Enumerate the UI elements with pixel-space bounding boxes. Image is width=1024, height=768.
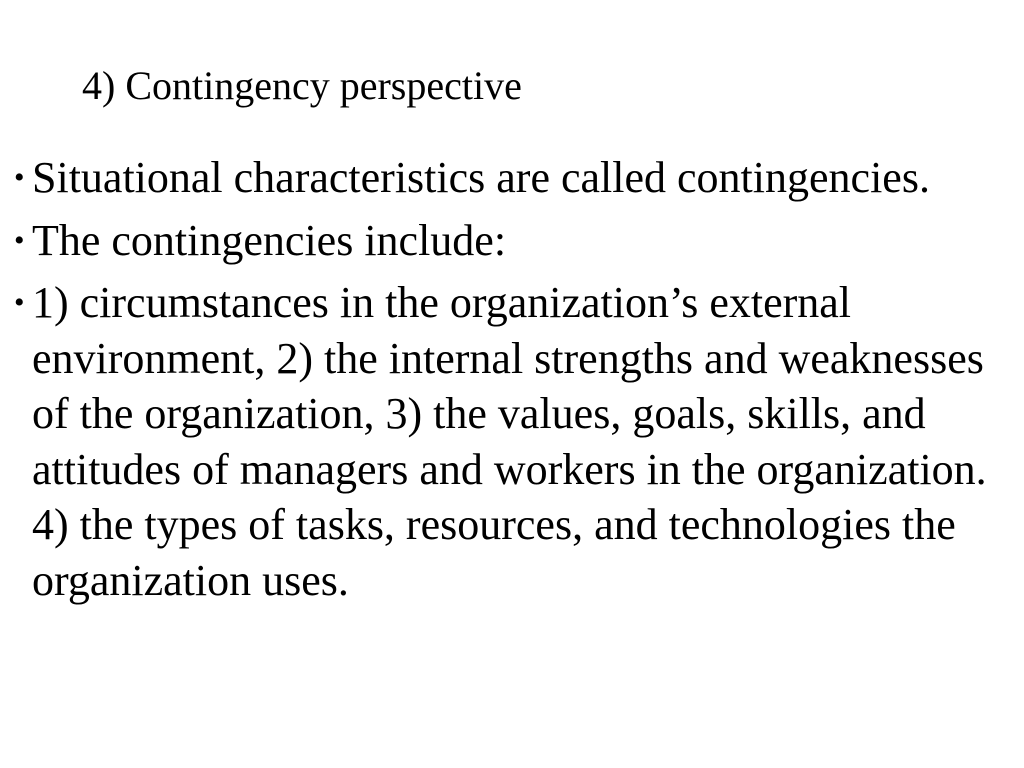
bullet-list [14, 150, 1004, 615]
bullet-icon: • [14, 223, 25, 257]
bullet-item [14, 275, 1004, 608]
bullet-text: The contingencies include: [32, 215, 507, 265]
bullet-item [14, 150, 1004, 206]
slide-title: 4) Contingency perspective [82, 63, 522, 108]
bullet-item [14, 213, 1004, 269]
bullet-icon: • [14, 286, 25, 319]
bullet-text: 1) circumstances in the organization’s external environment, 2) the internal strengths and weaknesses of the organization, 3) the values, goals, skills, and attitudes of managers and workers in the organization. 4) the types of tasks, resources, and technologies the organization uses. [32, 278, 987, 605]
bullet-icon: • [14, 161, 25, 194]
bullet-text: Situational characteristics are called contingencies. [32, 153, 930, 202]
